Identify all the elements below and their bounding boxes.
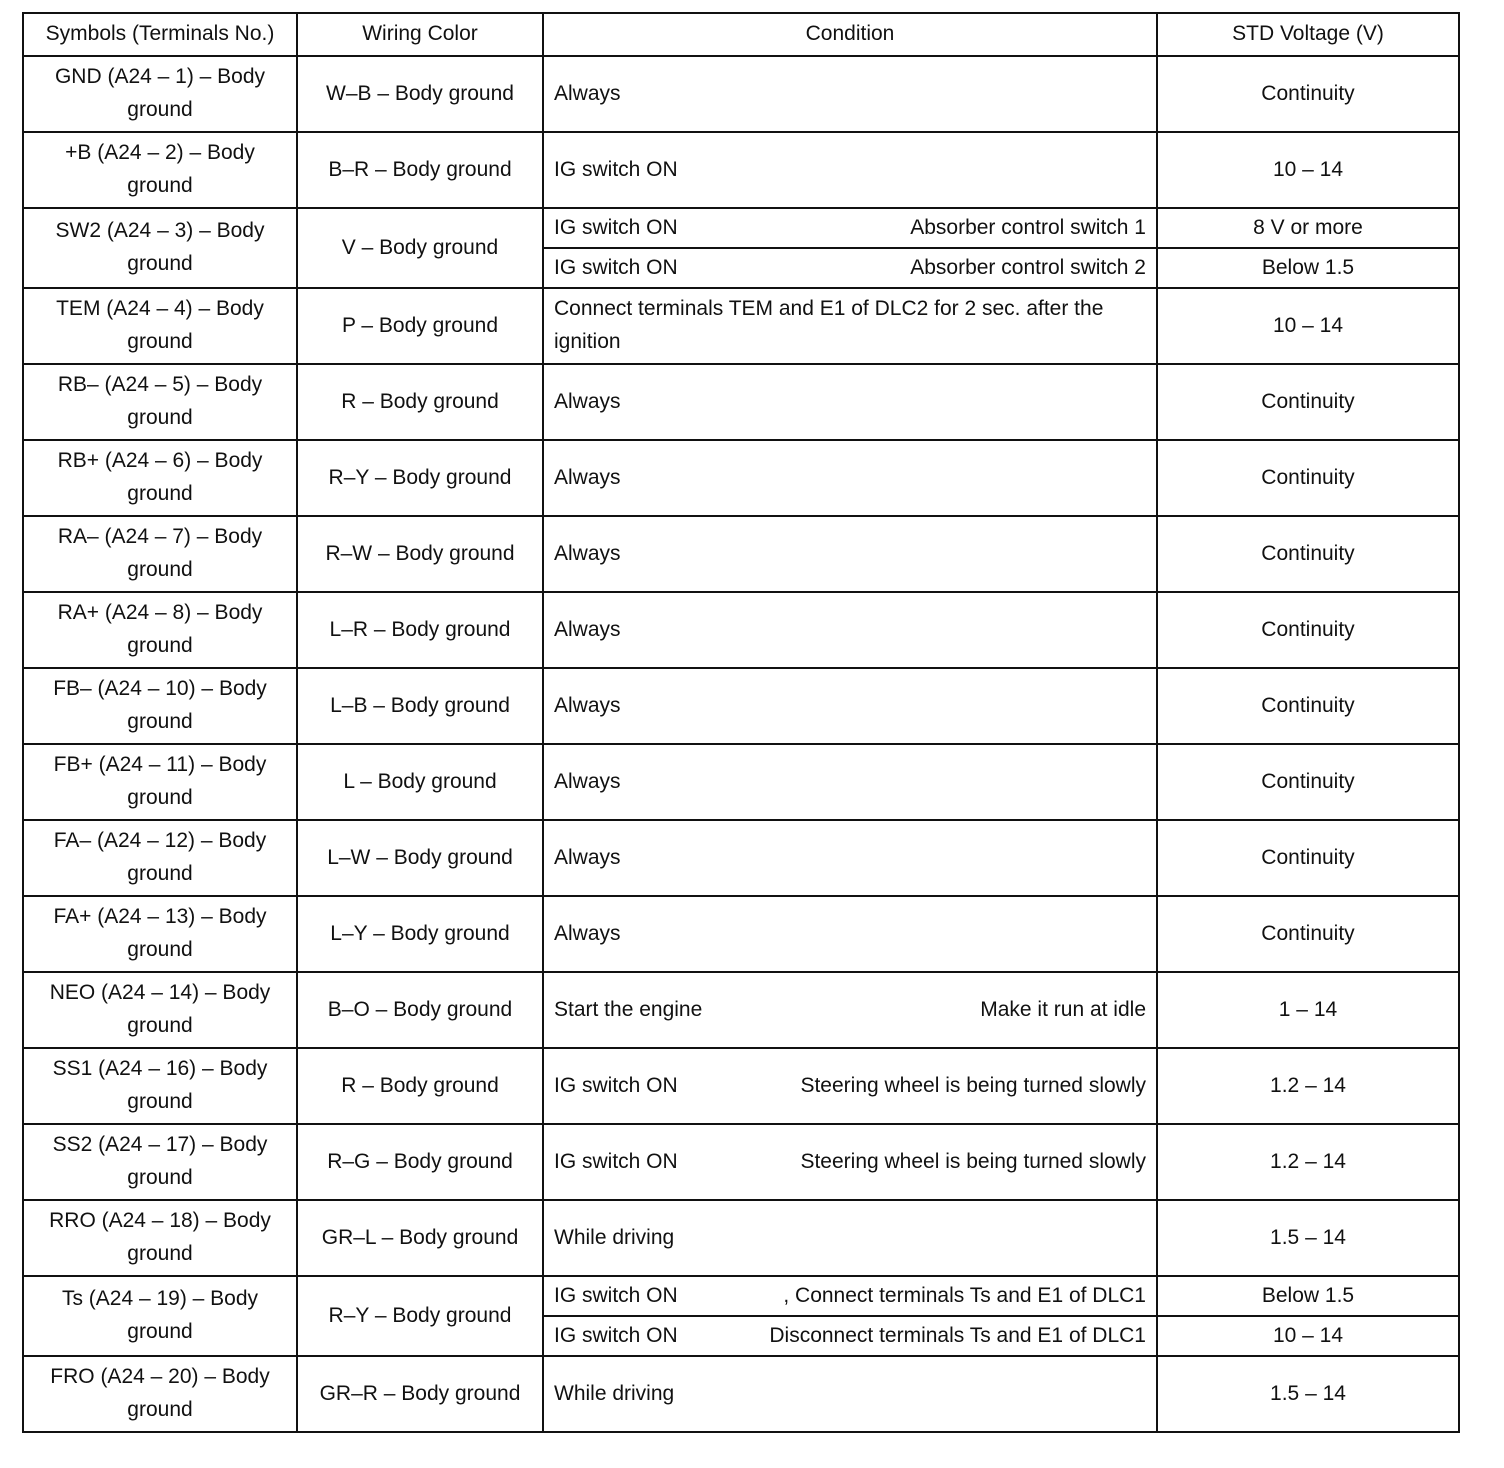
condition-detail: Make it run at idle	[980, 997, 1146, 1021]
condition-text: Always	[554, 845, 621, 869]
condition-pair	[554, 1280, 1146, 1313]
condition-cell	[543, 516, 1157, 592]
condition-text: Start the engine	[554, 997, 703, 1021]
std-voltage-cell: 8 V or more	[1157, 208, 1459, 248]
wiring-color-cell: L–Y – Body ground	[297, 896, 543, 972]
symbol-cell: FB– (A24 – 10) – Body ground	[23, 668, 297, 744]
condition-cell	[543, 56, 1157, 132]
header-condition: Condition	[543, 13, 1157, 56]
std-voltage-cell: 10 – 14	[1157, 132, 1459, 208]
symbol-cell: SW2 (A24 – 3) – Body ground	[23, 208, 297, 288]
condition-text: IG switch ON	[554, 1149, 678, 1173]
std-voltage-cell: 10 – 14	[1157, 288, 1459, 364]
condition-detail: Steering wheel is being turned slowly	[800, 1073, 1146, 1097]
condition-cell	[543, 132, 1157, 208]
condition-text: Always	[554, 541, 621, 565]
condition-cell	[543, 668, 1157, 744]
terminal-voltage-table	[22, 12, 1460, 1433]
std-voltage-cell: Continuity	[1157, 364, 1459, 440]
condition-cell	[543, 364, 1157, 440]
std-voltage-cell: Continuity	[1157, 668, 1459, 744]
wiring-color-cell: R–Y – Body ground	[297, 1276, 543, 1356]
wiring-color-cell: R–Y – Body ground	[297, 440, 543, 516]
symbol-cell: RA+ (A24 – 8) – Body ground	[23, 592, 297, 668]
std-voltage-cell: 1.5 – 14	[1157, 1200, 1459, 1276]
symbol-cell: TEM (A24 – 4) – Body ground	[23, 288, 297, 364]
wiring-color-cell: R – Body ground	[297, 1048, 543, 1124]
condition-detail: , Connect terminals Ts and E1 of DLC1	[783, 1283, 1146, 1307]
std-voltage-cell: 1.5 – 14	[1157, 1356, 1459, 1432]
condition-pair	[554, 1146, 1146, 1179]
condition-cell	[543, 440, 1157, 516]
condition-text: IG switch ON	[554, 1073, 678, 1097]
wiring-color-cell: L–R – Body ground	[297, 592, 543, 668]
wiring-color-cell: GR–R – Body ground	[297, 1356, 543, 1432]
table-row	[23, 56, 1459, 132]
condition-cell	[543, 288, 1157, 364]
symbol-cell: Ts (A24 – 19) – Body ground	[23, 1276, 297, 1356]
table-row	[23, 1276, 1459, 1316]
symbol-cell: GND (A24 – 1) – Body ground	[23, 56, 297, 132]
std-voltage-cell: 10 – 14	[1157, 1316, 1459, 1356]
condition-pair	[554, 1320, 1146, 1353]
condition-cell	[543, 820, 1157, 896]
condition-cell	[543, 248, 1157, 288]
wiring-color-cell: GR–L – Body ground	[297, 1200, 543, 1276]
condition-cell	[543, 1200, 1157, 1276]
wiring-color-cell: W–B – Body ground	[297, 56, 543, 132]
table-row	[23, 1356, 1459, 1432]
table-row	[23, 132, 1459, 208]
condition-pair	[554, 252, 1146, 285]
condition-text: Always	[554, 769, 621, 793]
wiring-color-cell: L–B – Body ground	[297, 668, 543, 744]
condition-text: Connect terminals TEM and E1 of DLC2 for 2 sec. after the ignition	[554, 297, 1104, 353]
condition-text: IG switch ON	[554, 1323, 678, 1347]
table-row	[23, 1048, 1459, 1124]
std-voltage-cell: Continuity	[1157, 744, 1459, 820]
condition-detail: Absorber control switch 1	[910, 215, 1146, 239]
table-header	[23, 13, 1459, 56]
table-row	[23, 668, 1459, 744]
std-voltage-cell: 1.2 – 14	[1157, 1048, 1459, 1124]
symbol-cell: FA– (A24 – 12) – Body ground	[23, 820, 297, 896]
table-row	[23, 972, 1459, 1048]
header-std-voltage: STD Voltage (V)	[1157, 13, 1459, 56]
symbol-cell: SS2 (A24 – 17) – Body ground	[23, 1124, 297, 1200]
std-voltage-cell: Continuity	[1157, 440, 1459, 516]
condition-text: Always	[554, 617, 621, 641]
condition-detail: Absorber control switch 2	[910, 255, 1146, 279]
condition-text: Always	[554, 693, 621, 717]
condition-pair	[554, 212, 1146, 245]
table-row	[23, 744, 1459, 820]
condition-pair	[554, 994, 1146, 1027]
condition-text: IG switch ON	[554, 255, 678, 279]
condition-cell	[543, 1124, 1157, 1200]
symbol-cell: RA– (A24 – 7) – Body ground	[23, 516, 297, 592]
condition-text: IG switch ON	[554, 1283, 678, 1307]
std-voltage-cell: Continuity	[1157, 56, 1459, 132]
header-wiring-color: Wiring Color	[297, 13, 543, 56]
std-voltage-cell: Below 1.5	[1157, 248, 1459, 288]
condition-cell	[543, 1048, 1157, 1124]
condition-cell	[543, 744, 1157, 820]
condition-detail: Steering wheel is being turned slowly	[800, 1149, 1146, 1173]
symbol-cell: +B (A24 – 2) – Body ground	[23, 132, 297, 208]
symbol-cell: RB+ (A24 – 6) – Body ground	[23, 440, 297, 516]
symbol-cell: SS1 (A24 – 16) – Body ground	[23, 1048, 297, 1124]
condition-text: IG switch ON	[554, 157, 678, 181]
condition-text: Always	[554, 465, 621, 489]
condition-cell	[543, 1356, 1157, 1432]
header-symbols: Symbols (Terminals No.)	[23, 13, 297, 56]
document-page	[22, 12, 1458, 1433]
table-body	[23, 56, 1459, 1432]
wiring-color-cell: B–O – Body ground	[297, 972, 543, 1048]
symbol-cell: RB– (A24 – 5) – Body ground	[23, 364, 297, 440]
wiring-color-cell: R–W – Body ground	[297, 516, 543, 592]
symbol-cell: FRO (A24 – 20) – Body ground	[23, 1356, 297, 1432]
std-voltage-cell: Continuity	[1157, 820, 1459, 896]
wiring-color-cell: R–G – Body ground	[297, 1124, 543, 1200]
condition-text: Always	[554, 389, 621, 413]
condition-text: Always	[554, 81, 621, 105]
condition-text: Always	[554, 921, 621, 945]
table-row	[23, 896, 1459, 972]
table-row	[23, 1200, 1459, 1276]
wiring-color-cell: L–W – Body ground	[297, 820, 543, 896]
condition-text: While driving	[554, 1381, 675, 1405]
table-row	[23, 288, 1459, 364]
condition-cell	[543, 592, 1157, 668]
table-row	[23, 364, 1459, 440]
condition-cell	[543, 208, 1157, 248]
table-row	[23, 1124, 1459, 1200]
wiring-color-cell: P – Body ground	[297, 288, 543, 364]
std-voltage-cell: Below 1.5	[1157, 1276, 1459, 1316]
condition-detail: Disconnect terminals Ts and E1 of DLC1	[769, 1323, 1146, 1347]
condition-cell	[543, 1316, 1157, 1356]
symbol-cell: RRO (A24 – 18) – Body ground	[23, 1200, 297, 1276]
std-voltage-cell: 1 – 14	[1157, 972, 1459, 1048]
condition-cell	[543, 1276, 1157, 1316]
std-voltage-cell: Continuity	[1157, 592, 1459, 668]
std-voltage-cell: 1.2 – 14	[1157, 1124, 1459, 1200]
symbol-cell: FA+ (A24 – 13) – Body ground	[23, 896, 297, 972]
symbol-cell: NEO (A24 – 14) – Body ground	[23, 972, 297, 1048]
table-row	[23, 820, 1459, 896]
table-row	[23, 592, 1459, 668]
wiring-color-cell: B–R – Body ground	[297, 132, 543, 208]
condition-cell	[543, 896, 1157, 972]
wiring-color-cell: L – Body ground	[297, 744, 543, 820]
table-row	[23, 208, 1459, 248]
condition-text: IG switch ON	[554, 215, 678, 239]
wiring-color-cell: R – Body ground	[297, 364, 543, 440]
wiring-color-cell: V – Body ground	[297, 208, 543, 288]
std-voltage-cell: Continuity	[1157, 516, 1459, 592]
std-voltage-cell: Continuity	[1157, 896, 1459, 972]
table-row	[23, 440, 1459, 516]
condition-pair	[554, 1070, 1146, 1103]
condition-cell	[543, 972, 1157, 1048]
condition-text: While driving	[554, 1225, 675, 1249]
table-row	[23, 516, 1459, 592]
symbol-cell: FB+ (A24 – 11) – Body ground	[23, 744, 297, 820]
